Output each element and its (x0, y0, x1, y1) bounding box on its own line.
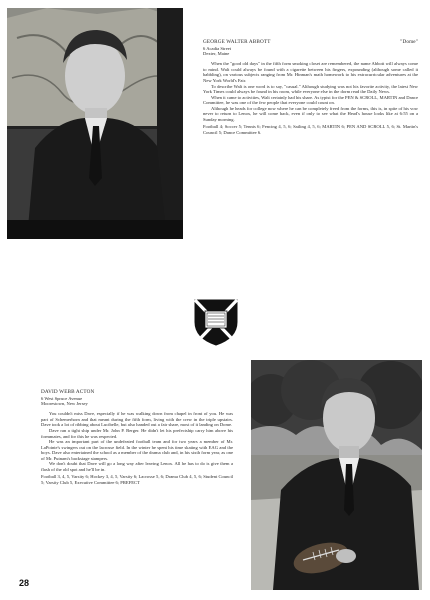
entry-paragraph: Dave ran a tight ship under Mr. John P. Berger. He didn't let his prefectship carry him above his formmates, and for this he was respected. (41, 428, 233, 439)
portrait-photo-acton (251, 360, 422, 590)
senior-entry-acton (41, 390, 233, 485)
entry-paragraph: He was an important part of the undefeated football team and for two years a member of Mr. LaPointe's swingers out on the lacrosse field. In the winter he spent his time skating with EAG and the boys. Dave also entertained the school as a member of the drama club and, in his sixth form year, as one of Mr. Putnam's backstage stampers. (41, 439, 233, 461)
entry-activities: Football 3, 4, 5, Varsity 6; Hockey 3, 4, 5, Varsity 6; Lacrosse 5, 6; Drama Club 4, 5, 6; Student Council 5; Varsity Club 5, Executive Committee 6; PREFECT (41, 474, 233, 485)
entry-paragraph: To describe Walt is one word is to say, "casual." Although studying was not his favorite activity, the latest New York Times could always be found in his room, while everyone else in the dorm read the Daily News. (203, 83, 418, 95)
entry-nickname: "Dome" (400, 39, 418, 45)
entry-address-line1: 6 West Spruce Avenue (41, 395, 83, 401)
entry-paragraph: Although he heads for college now where he can be completely freed from the forms, this is, in spite of his vow never to return to Lenox, he will come back, even if only to see what the Head's house looks like at 6:55 on a Sunday morning. (203, 105, 418, 122)
entry-paragraph: When the "good old days" in the fifth form smoking closet are remembered, the name Abbott will always come to mind. Walt could always be found with a cigarette between his fingers, expounding (although some called it babbling), on various subjects ranging from Mr. Hinman's math homework to his extracurricular adventures at the New York World's Fair. (203, 61, 418, 83)
entry-name: GEORGE WALTER ABBOTT (203, 39, 271, 45)
portrait-photo-abbott (7, 8, 183, 239)
entry-name: DAVID WEBB ACTON (41, 389, 95, 395)
entry-address-line1: 6 Acadia Street (203, 45, 232, 51)
entry-paragraph: When it came to activities, Walt certainly had his share. As typist for the PEN & SCROLL, MARTIN and Dance Committee, he was one of the few people that everyone could count on. (203, 94, 418, 106)
entry-address-line2: Dexter, Maine (203, 50, 230, 56)
senior-entry-abbott (203, 40, 418, 135)
school-crest-icon (193, 298, 239, 346)
entry-paragraph: We don't doubt that Dave will go a long way after leaving Lenox. All he has to do is give them a flash of the old spot and he'll be in. (41, 461, 233, 472)
entry-paragraph: You couldn't miss Dave, especially if he was walking down from chapel in front of you. He was part of Schemerhorn and that meant during the fifth form, living with the crew in the triple upstairs. Dave took a lot of ribbing about Lucibelle, but also handed out a fair share, most of it landing on Dome. (41, 411, 233, 428)
page-number: 28 (19, 578, 30, 588)
entry-address-line2: Moorestown, New Jersey (41, 400, 88, 406)
entry-activities: Football 4; Soccer 5; Tennis 6; Fencing 4, 5, 6; Sailing 4, 5, 6; MARTIN 6; PEN AND SCROLL 5, 6; St. Martin's Council 5; Dance Committee 6. (203, 124, 418, 135)
